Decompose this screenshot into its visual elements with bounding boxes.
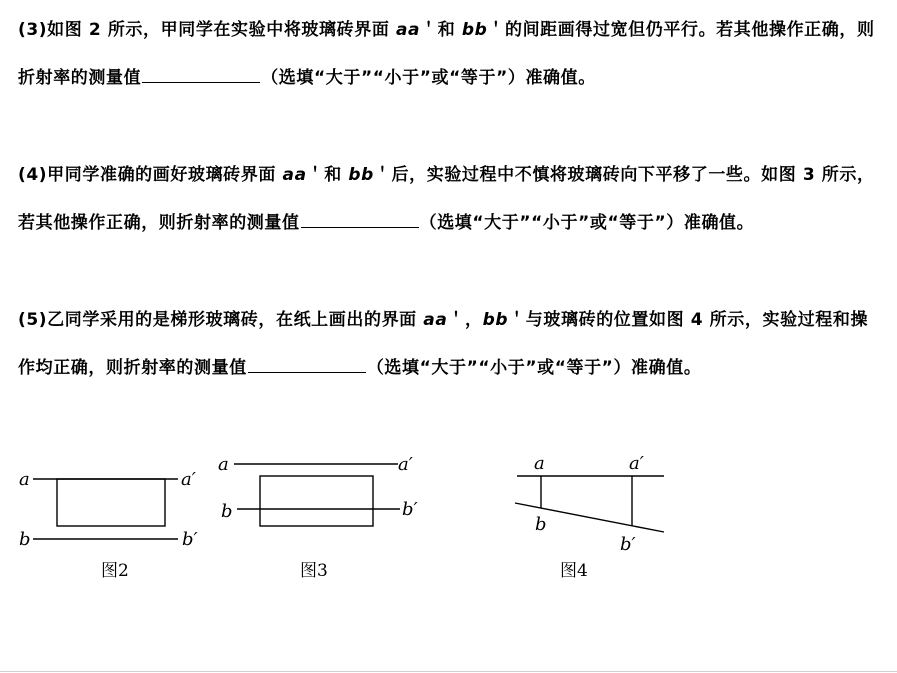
q4-var-bb: bb [348, 165, 374, 185]
fig3-label-a-prime: a′ [398, 454, 413, 475]
q4-text-3: ＇后，实验过程中不慎将玻璃砖向下平移了一些。如图 3 所示，若其他操作正确，则折射率的测量值 [18, 165, 875, 233]
q3-text-3: ＇的间距画得过宽但仍平行。若其他操作正确，则折射率的测量值 [18, 20, 875, 88]
q3-text-1: (3)如图 2 所示，甲同学在实验中将玻璃砖界面 [18, 20, 396, 40]
bottom-divider [0, 671, 897, 672]
q5-var-bb: bb [482, 310, 509, 330]
q4-text-4: （选填“大于”“小于”或“等于”）准确值。 [419, 213, 755, 233]
q3-text-2: ＇和 [420, 20, 462, 40]
fig2-label-a-prime: a′ [181, 469, 196, 490]
question-3 [18, 6, 880, 102]
fig4-label-a-prime: a′ [629, 453, 644, 474]
fig3-label-a: a [218, 454, 229, 475]
fig3-glass-block [260, 476, 373, 526]
q3-text-4: （选填“大于”“小于”或“等于”）准确值。 [261, 68, 596, 88]
fig3-caption: 图3 [300, 561, 328, 581]
q5-text-3: ＇与玻璃砖的位置如图 4 所示，实验过程和操作均正确，则折射率的测量值 [18, 310, 869, 378]
q5-text-4: （选填“大于”“小于”或“等于”）准确值。 [366, 358, 702, 378]
fig3-label-b-prime: b′ [402, 499, 418, 520]
fig2-caption: 图2 [101, 561, 129, 581]
figure-2 [19, 469, 198, 581]
question-5 [18, 296, 880, 392]
fig4-label-a: a [534, 453, 545, 474]
fig4-label-b-prime: b′ [620, 534, 636, 555]
q4-var-aa: aa [282, 165, 307, 185]
q5-text-1: (5)乙同学采用的是梯形玻璃砖，在纸上画出的界面 [18, 310, 424, 330]
fig2-label-b-prime: b′ [182, 529, 198, 550]
q4-text-2: ＇和 [306, 165, 349, 185]
fig3-label-b: b [221, 501, 233, 522]
fig2-label-a: a [19, 469, 30, 490]
q3-var-bb: bb [461, 20, 488, 40]
question-4 [18, 151, 880, 247]
fig4-caption: 图4 [560, 561, 588, 581]
fig2-label-b: b [19, 529, 31, 550]
figures-row [0, 445, 897, 605]
q5-var-aa: aa [423, 310, 448, 330]
figure-4 [515, 453, 664, 581]
q4-answer-blank[interactable] [301, 209, 419, 228]
q5-text-2: ＇， [447, 310, 483, 330]
q3-var-aa: aa [395, 20, 421, 40]
q3-answer-blank[interactable] [142, 64, 260, 83]
fig4-label-b: b [535, 514, 547, 535]
fig2-glass-block [57, 479, 165, 526]
figures-svg [0, 445, 897, 605]
q5-answer-blank[interactable] [248, 354, 366, 373]
q4-text-1: (4)甲同学准确的画好玻璃砖界面 [18, 165, 283, 185]
figure-3 [218, 454, 418, 581]
